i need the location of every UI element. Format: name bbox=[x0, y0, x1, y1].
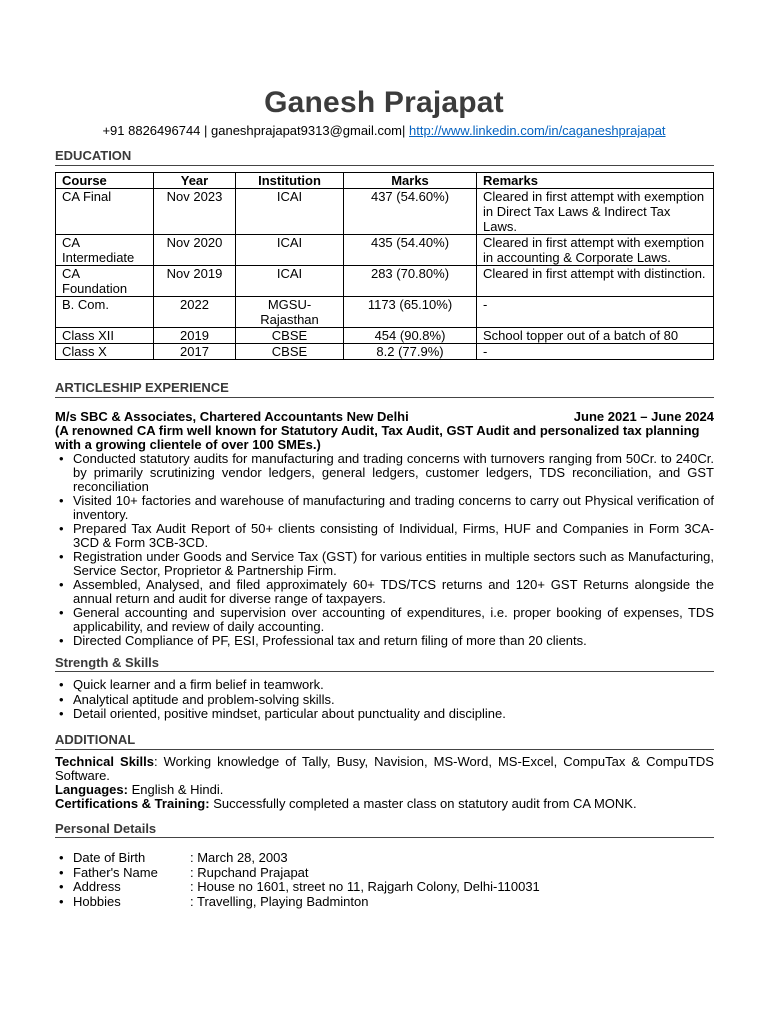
languages-value: English & Hindi. bbox=[127, 782, 224, 797]
languages-label: Languages: bbox=[55, 782, 128, 797]
list-item bbox=[55, 851, 540, 866]
additional-block bbox=[55, 755, 714, 811]
cell-institution: ICAI bbox=[236, 266, 344, 297]
cell-remarks: Cleared in first attempt with distinction. bbox=[477, 266, 714, 297]
cert-label: Certifications & Training: bbox=[55, 796, 210, 811]
cell-remarks: - bbox=[477, 297, 714, 328]
cell-course: Class XII bbox=[56, 328, 154, 344]
list-item: • Prepared Tax Audit Report of 50+ clients consisting of Individual, Firms, HUF and Companies in Form 3CA-3CD & Form 3CB-3CD. bbox=[73, 522, 714, 550]
cell-marks: 454 (90.8%) bbox=[344, 328, 477, 344]
skills-rule bbox=[55, 671, 714, 672]
col-remarks: Remarks bbox=[477, 173, 714, 189]
personal-value: : March 28, 2003 bbox=[190, 850, 288, 865]
cert-value: Successfully completed a master class on statutory audit from CA MONK. bbox=[209, 796, 637, 811]
cell-institution: CBSE bbox=[236, 344, 344, 360]
skills-block bbox=[55, 678, 714, 722]
list-item: • General accounting and supervision over accounting of expenditures, i.e. proper booking of expenses, TDS applicability, and review of daily accounting. bbox=[73, 606, 714, 634]
cell-marks: 8.2 (77.9%) bbox=[344, 344, 477, 360]
cell-marks: 435 (54.40%) bbox=[344, 235, 477, 266]
cell-marks: 437 (54.60%) bbox=[344, 189, 477, 235]
personal-title: Personal Details bbox=[55, 821, 157, 836]
languages bbox=[55, 783, 714, 797]
articleship-block bbox=[55, 410, 714, 648]
list-item: • Quick learner and a firm belief in teamwork. bbox=[73, 678, 714, 693]
list-item: • Analytical aptitude and problem-solving skills. bbox=[73, 693, 714, 708]
cell-remarks: Cleared in first attempt with exemption in Direct Tax Laws & Indirect Tax Laws. bbox=[477, 189, 714, 235]
technical-value: : Working knowledge of Tally, Busy, Navision, MS-Word, MS-Excel, CompuTax & CompuTDS Software. bbox=[55, 754, 714, 783]
firm-period: June 2021 – June 2024 bbox=[573, 409, 714, 424]
education-rule bbox=[55, 165, 714, 166]
cell-marks: 283 (70.80%) bbox=[344, 266, 477, 297]
education-title: EDUCATION bbox=[55, 148, 132, 163]
list-item: • Detail oriented, positive mindset, particular about punctuality and discipline. bbox=[73, 707, 714, 722]
linkedin-link[interactable]: http://www.linkedin.com/in/caganeshprajapat bbox=[409, 123, 666, 138]
technical-label: Technical Skills bbox=[55, 754, 154, 769]
cell-marks: 1173 (65.10%) bbox=[344, 297, 477, 328]
personal-label: • Address bbox=[73, 879, 121, 894]
firm-line bbox=[55, 410, 714, 424]
cell-year: Nov 2020 bbox=[154, 235, 236, 266]
phone-email: +91 8826496744 | ganeshprajapat9313@gmail.com| bbox=[102, 123, 409, 138]
articleship-rule bbox=[55, 397, 714, 398]
cell-course: B. Com. bbox=[56, 297, 154, 328]
candidate-name: Ganesh Prajapat bbox=[264, 86, 504, 119]
cell-course: CA Final bbox=[56, 189, 154, 235]
list-item: • Assembled, Analysed, and filed approximately 60+ TDS/TCS returns and 120+ GST Returns alongside the annual return and audit for diverse range of taxpayers. bbox=[73, 578, 714, 606]
table-row bbox=[56, 344, 714, 360]
col-institution: Institution bbox=[236, 173, 344, 189]
firm-name: M/s SBC & Associates, Chartered Accountants New Delhi bbox=[55, 409, 409, 424]
personal-value: : House no 1601, street no 11, Rajgarh Colony, Delhi-110031 bbox=[190, 879, 540, 894]
cell-institution: MGSU-Rajasthan bbox=[236, 297, 344, 328]
personal-rule bbox=[55, 837, 714, 838]
personal-value: : Rupchand Prajapat bbox=[190, 864, 309, 880]
education-table bbox=[55, 172, 714, 360]
list-item bbox=[55, 895, 540, 910]
skills-title: Strength & Skills bbox=[55, 655, 160, 670]
skills-list bbox=[55, 678, 714, 722]
cell-year: Nov 2023 bbox=[154, 189, 236, 235]
list-item bbox=[55, 866, 540, 881]
articleship-title: ARTICLESHIP EXPERIENCE bbox=[55, 380, 229, 395]
cell-institution: ICAI bbox=[236, 189, 344, 235]
cell-remarks: School topper out of a batch of 80 bbox=[477, 328, 714, 344]
list-item: • Directed Compliance of PF, ESI, Professional tax and return filing of more than 20 clients. bbox=[73, 634, 714, 648]
personal-label: • Father's Name bbox=[73, 864, 158, 880]
cell-year: 2022 bbox=[154, 297, 236, 328]
table-row bbox=[56, 235, 714, 266]
cell-year: Nov 2019 bbox=[154, 266, 236, 297]
cell-institution: ICAI bbox=[236, 235, 344, 266]
list-item bbox=[55, 880, 540, 895]
firm-note: (A renowned CA firm well known for Statutory Audit, Tax Audit, GST Audit and personalized tax planning with a growing clientele of over 100 SMEs.) bbox=[55, 423, 700, 452]
list-item: • Registration under Goods and Service Tax (GST) for various entities in multiple sectors such as Manufacturing, Service Sector, Proprietor & Partnership Firm. bbox=[73, 550, 714, 578]
table-row bbox=[56, 328, 714, 344]
table-row bbox=[56, 189, 714, 235]
articleship-list bbox=[55, 452, 714, 648]
col-course: Course bbox=[56, 173, 154, 189]
cell-course: CA Intermediate bbox=[56, 235, 154, 266]
technical-skills bbox=[55, 755, 714, 783]
additional-title: ADDITIONAL bbox=[55, 732, 136, 747]
cell-institution: CBSE bbox=[236, 328, 344, 344]
certifications bbox=[55, 797, 714, 811]
col-marks: Marks bbox=[344, 173, 477, 189]
table-row bbox=[56, 266, 714, 297]
personal-details bbox=[55, 851, 540, 909]
contact-line bbox=[0, 123, 768, 138]
table-row bbox=[56, 297, 714, 328]
personal-label: • Hobbies bbox=[73, 893, 121, 909]
cell-year: 2017 bbox=[154, 344, 236, 360]
personal-value: : Travelling, Playing Badminton bbox=[190, 893, 369, 909]
list-item: • Conducted statutory audits for manufacturing and trading concerns with turnovers ranging from 50Cr. to 240Cr. by primarily scrutinizing vendor ledgers, general ledgers, customer ledgers, TDS reconciliation, and GST reconciliation bbox=[73, 452, 714, 494]
cell-remarks: Cleared in first attempt with exemption in accounting & Corporate Laws. bbox=[477, 235, 714, 266]
cell-remarks: - bbox=[477, 344, 714, 360]
cell-course: Class X bbox=[56, 344, 154, 360]
additional-rule bbox=[55, 749, 714, 750]
list-item: • Visited 10+ factories and warehouse of manufacturing and trading concerns to carry out Physical verification of inventory. bbox=[73, 494, 714, 522]
cell-course: CA Foundation bbox=[56, 266, 154, 297]
personal-label: • Date of Birth bbox=[73, 850, 146, 865]
cell-year: 2019 bbox=[154, 328, 236, 344]
col-year: Year bbox=[154, 173, 236, 189]
table-header-row bbox=[56, 173, 714, 189]
